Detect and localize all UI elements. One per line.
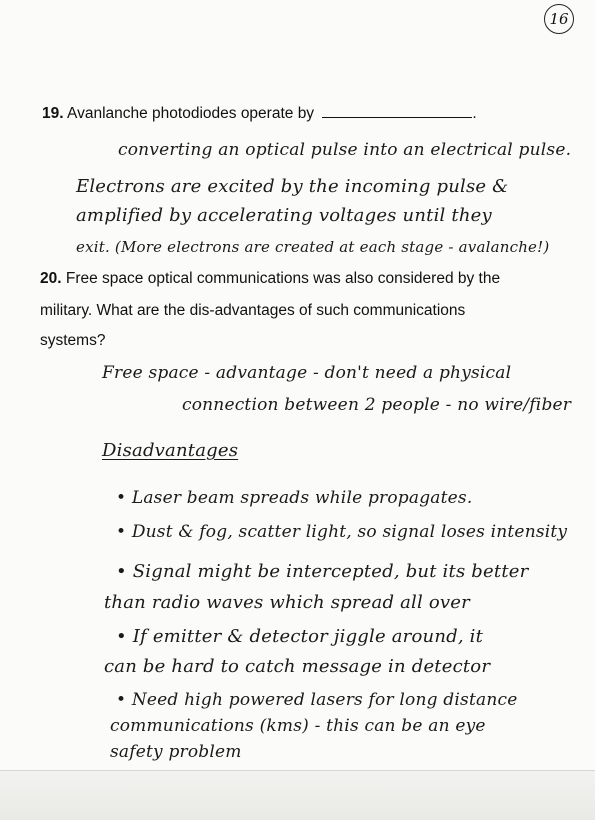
advantage-line-2: connection between 2 people - no wire/fiber (182, 395, 572, 415)
advantage-line-1: Free space - advantage - don't need a physical (102, 363, 512, 383)
answer-blank-line (322, 104, 472, 118)
disadvantage-bullet-3-line-2: than radio waves which spread all over (104, 592, 470, 613)
answer-19-line-2: Electrons are excited by the incoming pulse & (76, 176, 509, 197)
question-19-text: Avanlanche photodiodes operate by (67, 105, 315, 122)
question-20-text-1: Free space optical communications was also considered by the (65, 270, 501, 287)
disadvantage-bullet-5-line-1: • Need high powered lasers for long distance (116, 690, 518, 710)
disadvantages-heading: Disadvantages (102, 440, 239, 461)
disadvantage-bullet-5-line-3: safety problem (110, 742, 242, 762)
question-19-period: . (472, 105, 477, 122)
disadvantage-bullet-4-line-1: • If emitter & detector jiggle around, it (116, 626, 484, 647)
disadvantage-bullet-4-line-2: can be hard to catch message in detector (104, 656, 491, 677)
answer-19-line-3: amplified by accelerating voltages until they (76, 205, 492, 226)
question-20-line-1 (40, 270, 500, 288)
disadvantage-bullet-3-line-1: • Signal might be intercepted, but its better (116, 561, 529, 582)
disadvantage-bullet-1: • Laser beam spreads while propagates. (116, 488, 473, 508)
question-20-number: 20. (40, 270, 62, 287)
question-19 (42, 104, 477, 123)
question-19-number: 19. (42, 105, 64, 122)
disadvantage-bullet-2: • Dust & fog, scatter light, so signal loses intensity (116, 522, 568, 542)
answer-19-line-4: exit. (More electrons are created at each stage - avalanche!) (76, 238, 550, 256)
page-bottom-edge (0, 770, 595, 820)
answer-19-line-1: converting an optical pulse into an electrical pulse. (118, 140, 572, 160)
disadvantage-bullet-5-line-2: communications (kms) - this can be an eye (110, 716, 486, 736)
question-20-line-3: systems? (40, 332, 106, 349)
question-20-line-2: military. What are the dis-advantages of such communications (40, 302, 466, 319)
page-number: 16 (544, 4, 574, 34)
